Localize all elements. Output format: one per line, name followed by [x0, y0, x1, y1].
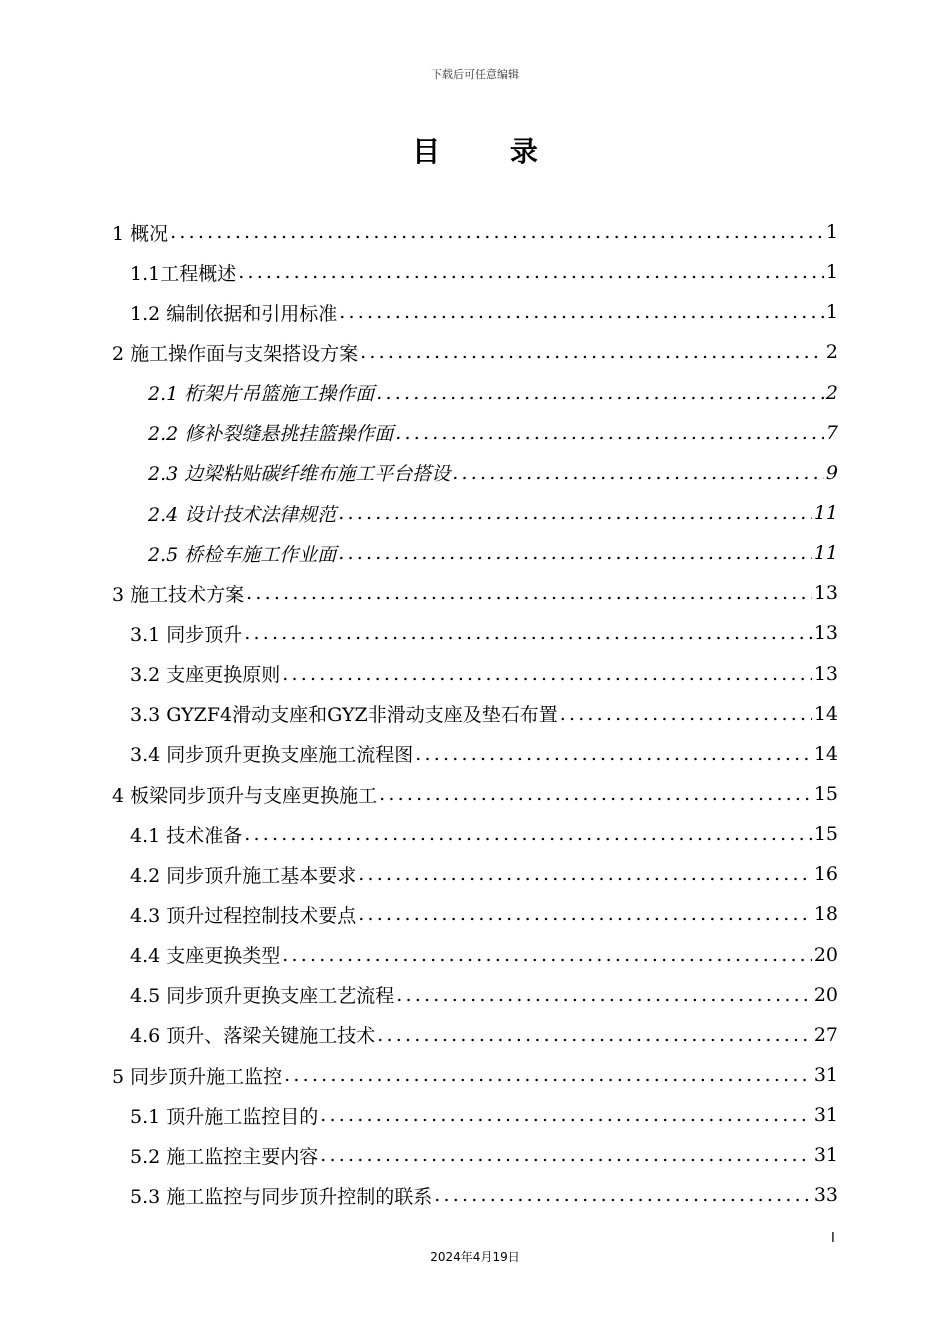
- toc-entry-page: 1: [825, 261, 838, 284]
- toc-entry-page: 18: [813, 903, 838, 926]
- toc-dot-leader: [244, 622, 812, 644]
- toc-entry[interactable]: [0, 935, 950, 975]
- toc-entry-title: 5.3 施工监控与同步顶升控制的联系: [130, 1185, 433, 1208]
- toc-entry-page: 14: [813, 702, 838, 725]
- toc-entry[interactable]: [0, 332, 950, 372]
- toc-entry[interactable]: [0, 694, 950, 734]
- toc-dot-leader: [358, 903, 812, 925]
- toc-entry[interactable]: [0, 894, 950, 934]
- toc-entry-title: 2.1 桁架片吊篮施工操作面: [148, 383, 375, 406]
- toc-dot-leader: [358, 863, 812, 885]
- toc-entry-page: 2: [825, 381, 838, 404]
- toc-entry-page: 14: [813, 742, 838, 765]
- toc-entry-title: 2.2 修补裂缝悬挑挂篮操作面: [148, 423, 394, 446]
- toc-entry-page: 11: [813, 502, 838, 525]
- toc-dot-leader: [246, 582, 812, 604]
- toc-entry-title: 3.3 GYZF4滑动支座和GYZ非滑动支座及垫石布置: [130, 704, 558, 727]
- toc-entry-page: 7: [825, 421, 838, 444]
- toc-entry-page: 20: [813, 983, 838, 1006]
- toc-entry[interactable]: [0, 774, 950, 814]
- toc-dot-leader: [338, 502, 812, 524]
- toc-entry-title: 3.2 支座更换原则: [130, 664, 281, 687]
- toc-entry-title: 4.4 支座更换类型: [130, 945, 281, 968]
- toc-dot-leader: [338, 542, 812, 564]
- toc-entry-title: 2.3 边梁粘贴碳纤维布施工平台搭设: [148, 463, 451, 486]
- toc-entry-page: 33: [813, 1184, 838, 1207]
- toc-dot-leader: [320, 1104, 812, 1126]
- toc-entry[interactable]: [0, 373, 950, 413]
- toc-entry[interactable]: [0, 975, 950, 1015]
- toc-entry-page: 9: [825, 461, 838, 484]
- toc-dot-leader: [376, 382, 824, 404]
- toc-entry-page: 31: [813, 1144, 838, 1167]
- toc-dot-leader: [282, 944, 812, 966]
- toc-dot-leader: [395, 422, 824, 444]
- toc-entry-page: 11: [813, 542, 838, 565]
- toc-entry-page: 13: [813, 662, 838, 685]
- toc-entry-title: 2.4 设计技术法律规范: [148, 503, 337, 526]
- toc-entry[interactable]: [0, 1095, 950, 1135]
- toc-entry-title: 5.2 施工监控主要内容: [130, 1145, 319, 1168]
- toc-entry[interactable]: [0, 533, 950, 573]
- toc-entry[interactable]: [0, 493, 950, 533]
- toc-entry[interactable]: [0, 814, 950, 854]
- toc-entry-title: 3.1 同步顶升: [130, 623, 243, 646]
- toc-entry[interactable]: [0, 453, 950, 493]
- toc-entry[interactable]: [0, 1135, 950, 1175]
- toc-dot-leader: [282, 663, 812, 685]
- toc-entry-title: 3 施工技术方案: [112, 583, 245, 606]
- toc-dot-leader: [560, 703, 812, 725]
- toc-entry[interactable]: [0, 854, 950, 894]
- toc-entry-title: 4.2 同步顶升施工基本要求: [130, 864, 357, 887]
- toc-entry-page: 20: [813, 943, 838, 966]
- toc-entry-title: 1 概况: [112, 222, 169, 245]
- toc-entry[interactable]: [0, 1175, 950, 1215]
- toc-entry-title: 4 板梁同步顶升与支座更换施工: [112, 784, 378, 807]
- toc-entry-title: 2 施工操作面与支架搭设方案: [112, 342, 359, 365]
- toc-entry-page: 31: [813, 1064, 838, 1087]
- toc-entry-title: 4.6 顶升、落梁关键施工技术: [130, 1025, 376, 1048]
- toc-entry-title: 3.4 同步顶升更换支座施工流程图: [130, 744, 414, 767]
- toc-dot-leader: [170, 221, 824, 243]
- table-of-contents: [0, 212, 950, 1216]
- toc-entry-title: 1.1工程概述: [130, 262, 237, 285]
- toc-entry-page: 15: [813, 823, 838, 846]
- toc-dot-leader: [396, 984, 812, 1006]
- toc-entry[interactable]: [0, 1055, 950, 1095]
- toc-entry-title: 2.5 桥检车施工作业面: [148, 543, 337, 566]
- toc-entry-page: 13: [813, 622, 838, 645]
- toc-dot-leader: [339, 301, 824, 323]
- toc-entry-page: 31: [813, 1104, 838, 1127]
- toc-entry[interactable]: [0, 613, 950, 653]
- toc-entry-page: 2: [825, 341, 838, 364]
- toc-dot-leader: [244, 823, 812, 845]
- toc-entry[interactable]: [0, 734, 950, 774]
- toc-entry-title: 4.1 技术准备: [130, 824, 243, 847]
- toc-entry-page: 27: [813, 1023, 838, 1046]
- toc-entry[interactable]: [0, 212, 950, 252]
- toc-dot-leader: [320, 1144, 812, 1166]
- page-number: I: [831, 1231, 835, 1246]
- toc-dot-leader: [415, 743, 812, 765]
- toc-entry-page: 13: [813, 582, 838, 605]
- toc-entry[interactable]: [0, 252, 950, 292]
- toc-entry-page: 1: [825, 301, 838, 324]
- header-note: 下载后可任意编辑: [431, 68, 519, 81]
- toc-entry-title: 5 同步顶升施工监控: [112, 1065, 283, 1088]
- toc-entry-title: 4.3 顶升过程控制技术要点: [130, 904, 357, 927]
- toc-dot-leader: [360, 341, 824, 363]
- toc-entry-page: 15: [813, 783, 838, 806]
- toc-entry-title: 4.5 同步顶升更换支座工艺流程: [130, 985, 395, 1008]
- toc-entry-title: 5.1 顶升施工监控目的: [130, 1105, 319, 1128]
- toc-entry[interactable]: [0, 413, 950, 453]
- toc-dot-leader: [452, 462, 824, 484]
- toc-dot-leader: [238, 261, 824, 283]
- toc-entry-title: 1.2 编制依据和引用标准: [130, 302, 338, 325]
- footer-date: 2024年4月19日: [430, 1250, 520, 1264]
- page-title: 目 录: [412, 135, 568, 168]
- toc-entry-page: 16: [813, 863, 838, 886]
- toc-entry-page: 1: [825, 221, 838, 244]
- toc-dot-leader: [434, 1184, 812, 1206]
- toc-dot-leader: [377, 1024, 812, 1046]
- toc-entry[interactable]: [0, 573, 950, 613]
- toc-entry[interactable]: [0, 654, 950, 694]
- toc-dot-leader: [284, 1064, 812, 1086]
- toc-entry[interactable]: [0, 1015, 950, 1055]
- toc-entry[interactable]: [0, 292, 950, 332]
- toc-dot-leader: [379, 783, 812, 805]
